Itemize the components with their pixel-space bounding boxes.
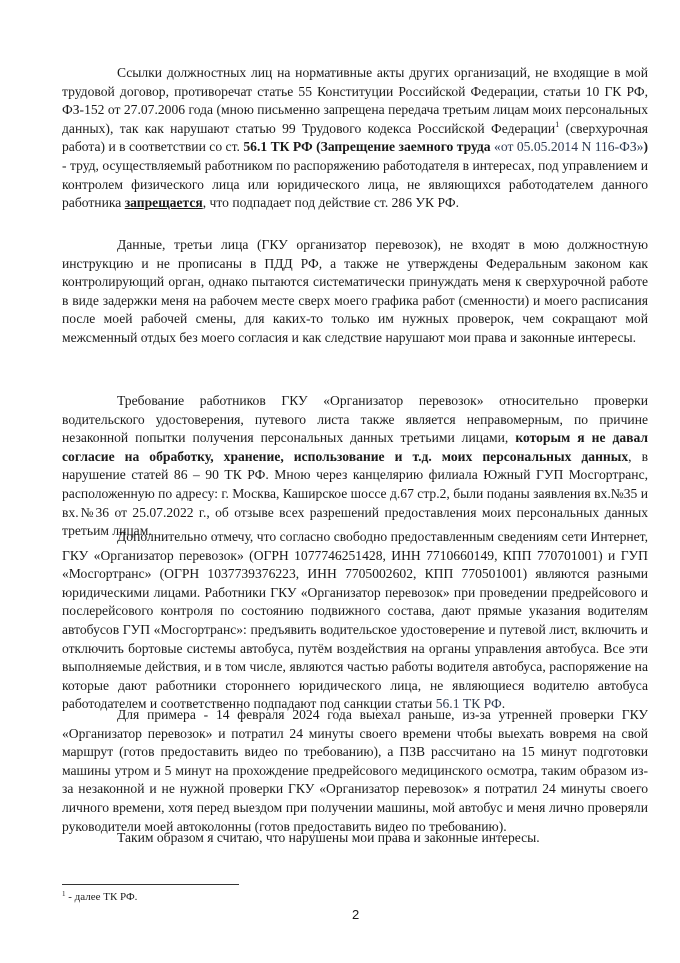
footnote-separator [62, 884, 239, 885]
p1-bold-1: 56.1 ТК РФ (Запрещение заемного труда [243, 139, 491, 155]
p4-text-2: . [501, 696, 506, 712]
p1-text-5: , что подпадает под действие ст. 286 УК РФ. [202, 195, 459, 211]
paragraph-1 [62, 64, 648, 213]
p1-text-4: - труд, осуществляемый работником по распоряжению работодателя в интересах, под управлением и контролем физического лица или юридического лица, не являющихся работодателем данного работника [62, 157, 648, 211]
footnote [62, 891, 137, 903]
p3-text-2: , в нарушение статей 86 – 90 ТК РФ. Мною через канцелярию филиала Южный ГУП Мосгортранс, расположенную по адресу: г. Москва, Каширское шоссе д.67 стр.2, были поданы заявления вх.№35 и вх.№36 от 25.07.2022 г., об отзыве всех разрешений предоставления моих персональных данных третьим лицам. [62, 448, 649, 539]
footnote-text: - далее ТК РФ. [65, 891, 138, 903]
p1-text-1: Ссылки должностных лиц на нормативные акты других организаций, не входящие в мой трудовой договор, противоречат статье 55 Конституции Российской Федерации, статьи 10 ГК РФ, ФЗ-152 от 27.07.2006 года (мною письменно запрещена передача третьим лицам моих персональных данных), так как нарушают статью 99 Трудового кодекса Российской Федерации [62, 65, 648, 136]
paragraph-5: Для примера - 14 февраля 2024 года выехал раньше, из-за утренней проверки ГКУ «Организатор перевозок» и потратил 24 минуты своего времени чтобы выехать вовремя на свой маршрут (готов предоставить видео по требованию), а ПЗВ рассчитано на 15 минут подготовки машины утром и 5 минут на прохождение предрейсового медицинского осмотра, таким образом из-за незаконной и не нужной проверки ГКУ «Организатор перевозок» я потратил 24 минуты своего личного времени, хотя перед выездом при получении машины, мой автобус и меня лично проверяли руководители моей автоколонны (готов предоставить видео по требованию). [62, 707, 648, 834]
p1-prohibited: запрещается [124, 195, 203, 211]
p1-bold-2: ) [643, 139, 648, 155]
p3-text-1: Требование работников ГКУ «Организатор перевозок» относительно проверки водительского удостоверения, путевого листа также является неправомерным, по причине незаконной попытки получения персональных данных третьими лицами, [62, 393, 648, 446]
p3-bold: которым я не давал согласие на обработку, хранение, использование и т.д. моих персональных данных [62, 430, 649, 464]
p1-law-date: «от 05.05.2014 N 116-ФЗ» [490, 139, 644, 155]
page-number: 2 [352, 907, 360, 922]
paragraph-6: Таким образом я считаю, что нарушены мои права и законные интересы. [117, 830, 540, 845]
p4-text-1: Дополнительно отмечу, что согласно свободно предоставленным сведениям сети Интернет, ГКУ «Организатор перевозок» (ОГРН 1077746251428, ИНН 7710660149, КПП 770701001) и ГУП «Мосгортранс» (ОГРН 1037739376223, ИНН 7705002602, КПП 770501001) являются разными юридическими лицами. Работники ГКУ «Организатор перевозок» при проведении предрейсового и послерейсового контроля по состоянию подвижного состава, дают прямые указания водителям автобусов ГУП «Мосгортранс»: предъявить водительское удостоверение и путевой лист, включить и отключить бортовые системы автобуса, путём воздействия на органы управления автобуса. Все эти выполняемые действия, и в том числе, являются частью работы водителя автобуса, распоряжение на которые дают работники стороннего юридического лица, не являющиеся водителю автобуса работодателем и соответственно подпадают под санкции статьи [62, 529, 648, 712]
footnote-ref: 1 [555, 119, 560, 129]
p1-text-2: (сверхурочная работа) и в соответствии со ст. [62, 120, 649, 155]
p4-article: 56.1 ТК РФ [435, 696, 502, 712]
paragraph-3 [62, 392, 648, 541]
paragraph-2: Данные, третьи лица (ГКУ организатор перевозок), не входят в мою должностную инструкцию и не прописаны в ПДД РФ, а также не утверждены Федеральным законом как контролирующий орган, однако пытаются систематически принуждать меня к сверхурочной работе в виде задержки меня на рабочем месте сверх моего графика работ (сменности) и моего расписания после моей рабочей смены, для каких-то только им нужных проверок, чем сокращают мой межсменный отдых без моего согласия и как следствие нарушают мои права и законные интересы. [62, 237, 648, 345]
paragraph-4 [62, 528, 648, 714]
footnote-mark: 1 [62, 890, 66, 898]
